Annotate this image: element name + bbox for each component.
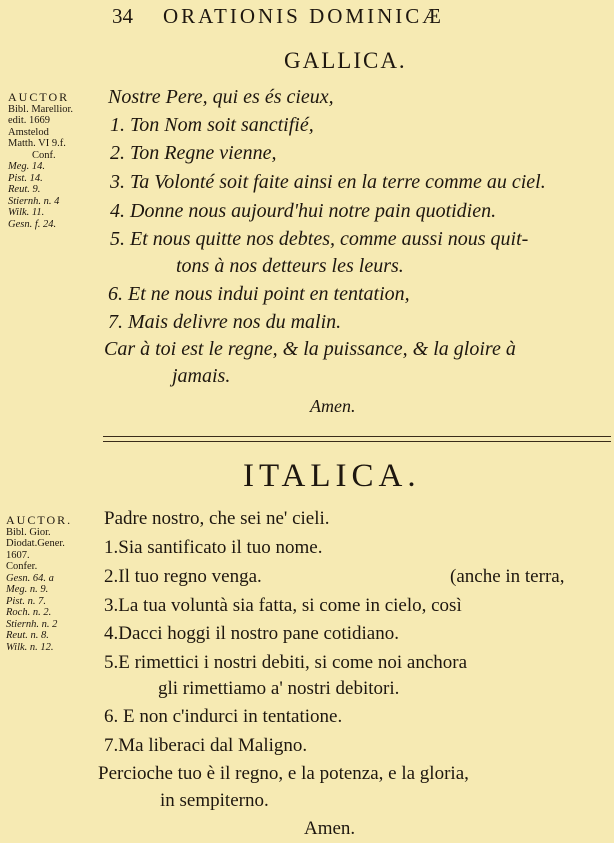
amen-it: Amen. <box>304 818 356 839</box>
sidenote: Gesn. 64. a <box>6 572 54 584</box>
sidenote: Pist. n. 7. <box>6 595 46 607</box>
sidenote: Stiernh. n. 4 <box>8 195 60 207</box>
prayer-line-it: 4.Dacci hoggi il nostro pane cotidiano. <box>104 623 399 644</box>
prayer-line-it: 5.E rimettici i nostri debiti, si come noi anchora <box>104 652 468 673</box>
sidenote: Pist. 14. <box>8 172 43 184</box>
prayer-line-fr: 4. Donne nous aujourd'hui notre pain quotidien. <box>110 200 497 222</box>
prayer-line-fr: 7. Mais delivre nos du malin. <box>108 311 342 333</box>
sidenote: Reut. n. 8. <box>6 630 49 641</box>
prayer-line-fr: 3. Ta Volonté soit faite ainsi en la terre comme au ciel. <box>110 171 546 193</box>
sidenote: AUCTOR <box>8 90 70 104</box>
sidenote: Confer. <box>6 561 38 572</box>
sidenotes-gallica <box>8 92 73 230</box>
sidenote: Roch. n. 2. <box>6 607 52 618</box>
prayer-line-fr: Car à toi est le regne, & la puissance, & la gloire à <box>104 338 516 360</box>
prayer-line-fr: 2. Ton Regne vienne, <box>110 142 277 164</box>
prayer-line-it: Percioche tuo è il regno, e la potenza, e la gloria, <box>98 763 469 784</box>
prayer-line-fr: 6. Et ne nous indui point en tentation, <box>108 283 410 305</box>
prayer-line-it: in sempiterno. <box>160 790 269 811</box>
sidenote: Amstelod <box>8 126 49 138</box>
sidenote: Meg. n. 9. <box>6 584 49 595</box>
prayer-line-it: 7.Ma liberaci dal Maligno. <box>104 735 308 756</box>
amen-fr: Amen. <box>310 396 356 416</box>
section-divider <box>103 441 611 442</box>
sidenote: Meg. 14. <box>8 161 46 172</box>
sidenote: Bibl. Gior. <box>6 526 51 538</box>
prayer-line-fr: tons à nos detteurs les leurs. <box>176 255 404 277</box>
prayer-line-fr: jamais. <box>172 365 231 387</box>
sidenote: Wilk. 11. <box>8 207 45 218</box>
prayer-line-it: 6. E non c'indurci in tentatione. <box>104 706 343 727</box>
sidenote: Matth. VI 9.f. <box>8 138 66 149</box>
section-heading-gallica: GALLICA. <box>284 48 407 73</box>
prayer-line-fr: 5. Et nous quitte nos debtes, comme aussi nous quit- <box>110 228 529 250</box>
section-heading-italica: ITALICA. <box>243 458 421 494</box>
page-number: 34 <box>112 4 133 28</box>
sidenote: Gesn. f. 24. <box>8 218 57 230</box>
prayer-line-it: gli rimettiamo a' nostri debitori. <box>158 678 400 699</box>
sidenote: 1607. <box>6 549 30 561</box>
sidenote: Wilk. n. 12. <box>6 641 54 653</box>
prayer-line-it: 3.La tua voluntà sia fatta, si come in cielo, così <box>104 595 462 616</box>
sidenote: Bibl. Marellior. <box>8 103 74 115</box>
running-title: ORATIONIS DOMINICÆ <box>163 4 444 28</box>
prayer-line-it: (anche in terra, <box>450 566 565 587</box>
prayer-line-fr: 1. Ton Nom soit sanctifié, <box>110 114 314 136</box>
sidenotes-italica <box>6 515 72 653</box>
sidenote: edit. 1669 <box>8 115 50 126</box>
prayer-line-it: 2.Il tuo regno venga. <box>104 566 262 587</box>
sidenote: Conf. <box>32 149 56 161</box>
prayer-line-it: 1.Sia santificato il tuo nome. <box>104 537 323 558</box>
sidenote: Reut. 9. <box>8 184 41 195</box>
sidenote: Stiernh. n. 2 <box>6 618 58 630</box>
running-header <box>112 4 444 29</box>
prayer-line-fr: Nostre Pere, qui es és cieux, <box>108 86 334 108</box>
sidenote: AUCTOR. <box>6 513 73 527</box>
prayer-line-it: Padre nostro, che sei ne' cieli. <box>104 508 330 529</box>
sidenote: Diodat.Gener. <box>6 538 65 549</box>
section-divider <box>103 436 611 437</box>
